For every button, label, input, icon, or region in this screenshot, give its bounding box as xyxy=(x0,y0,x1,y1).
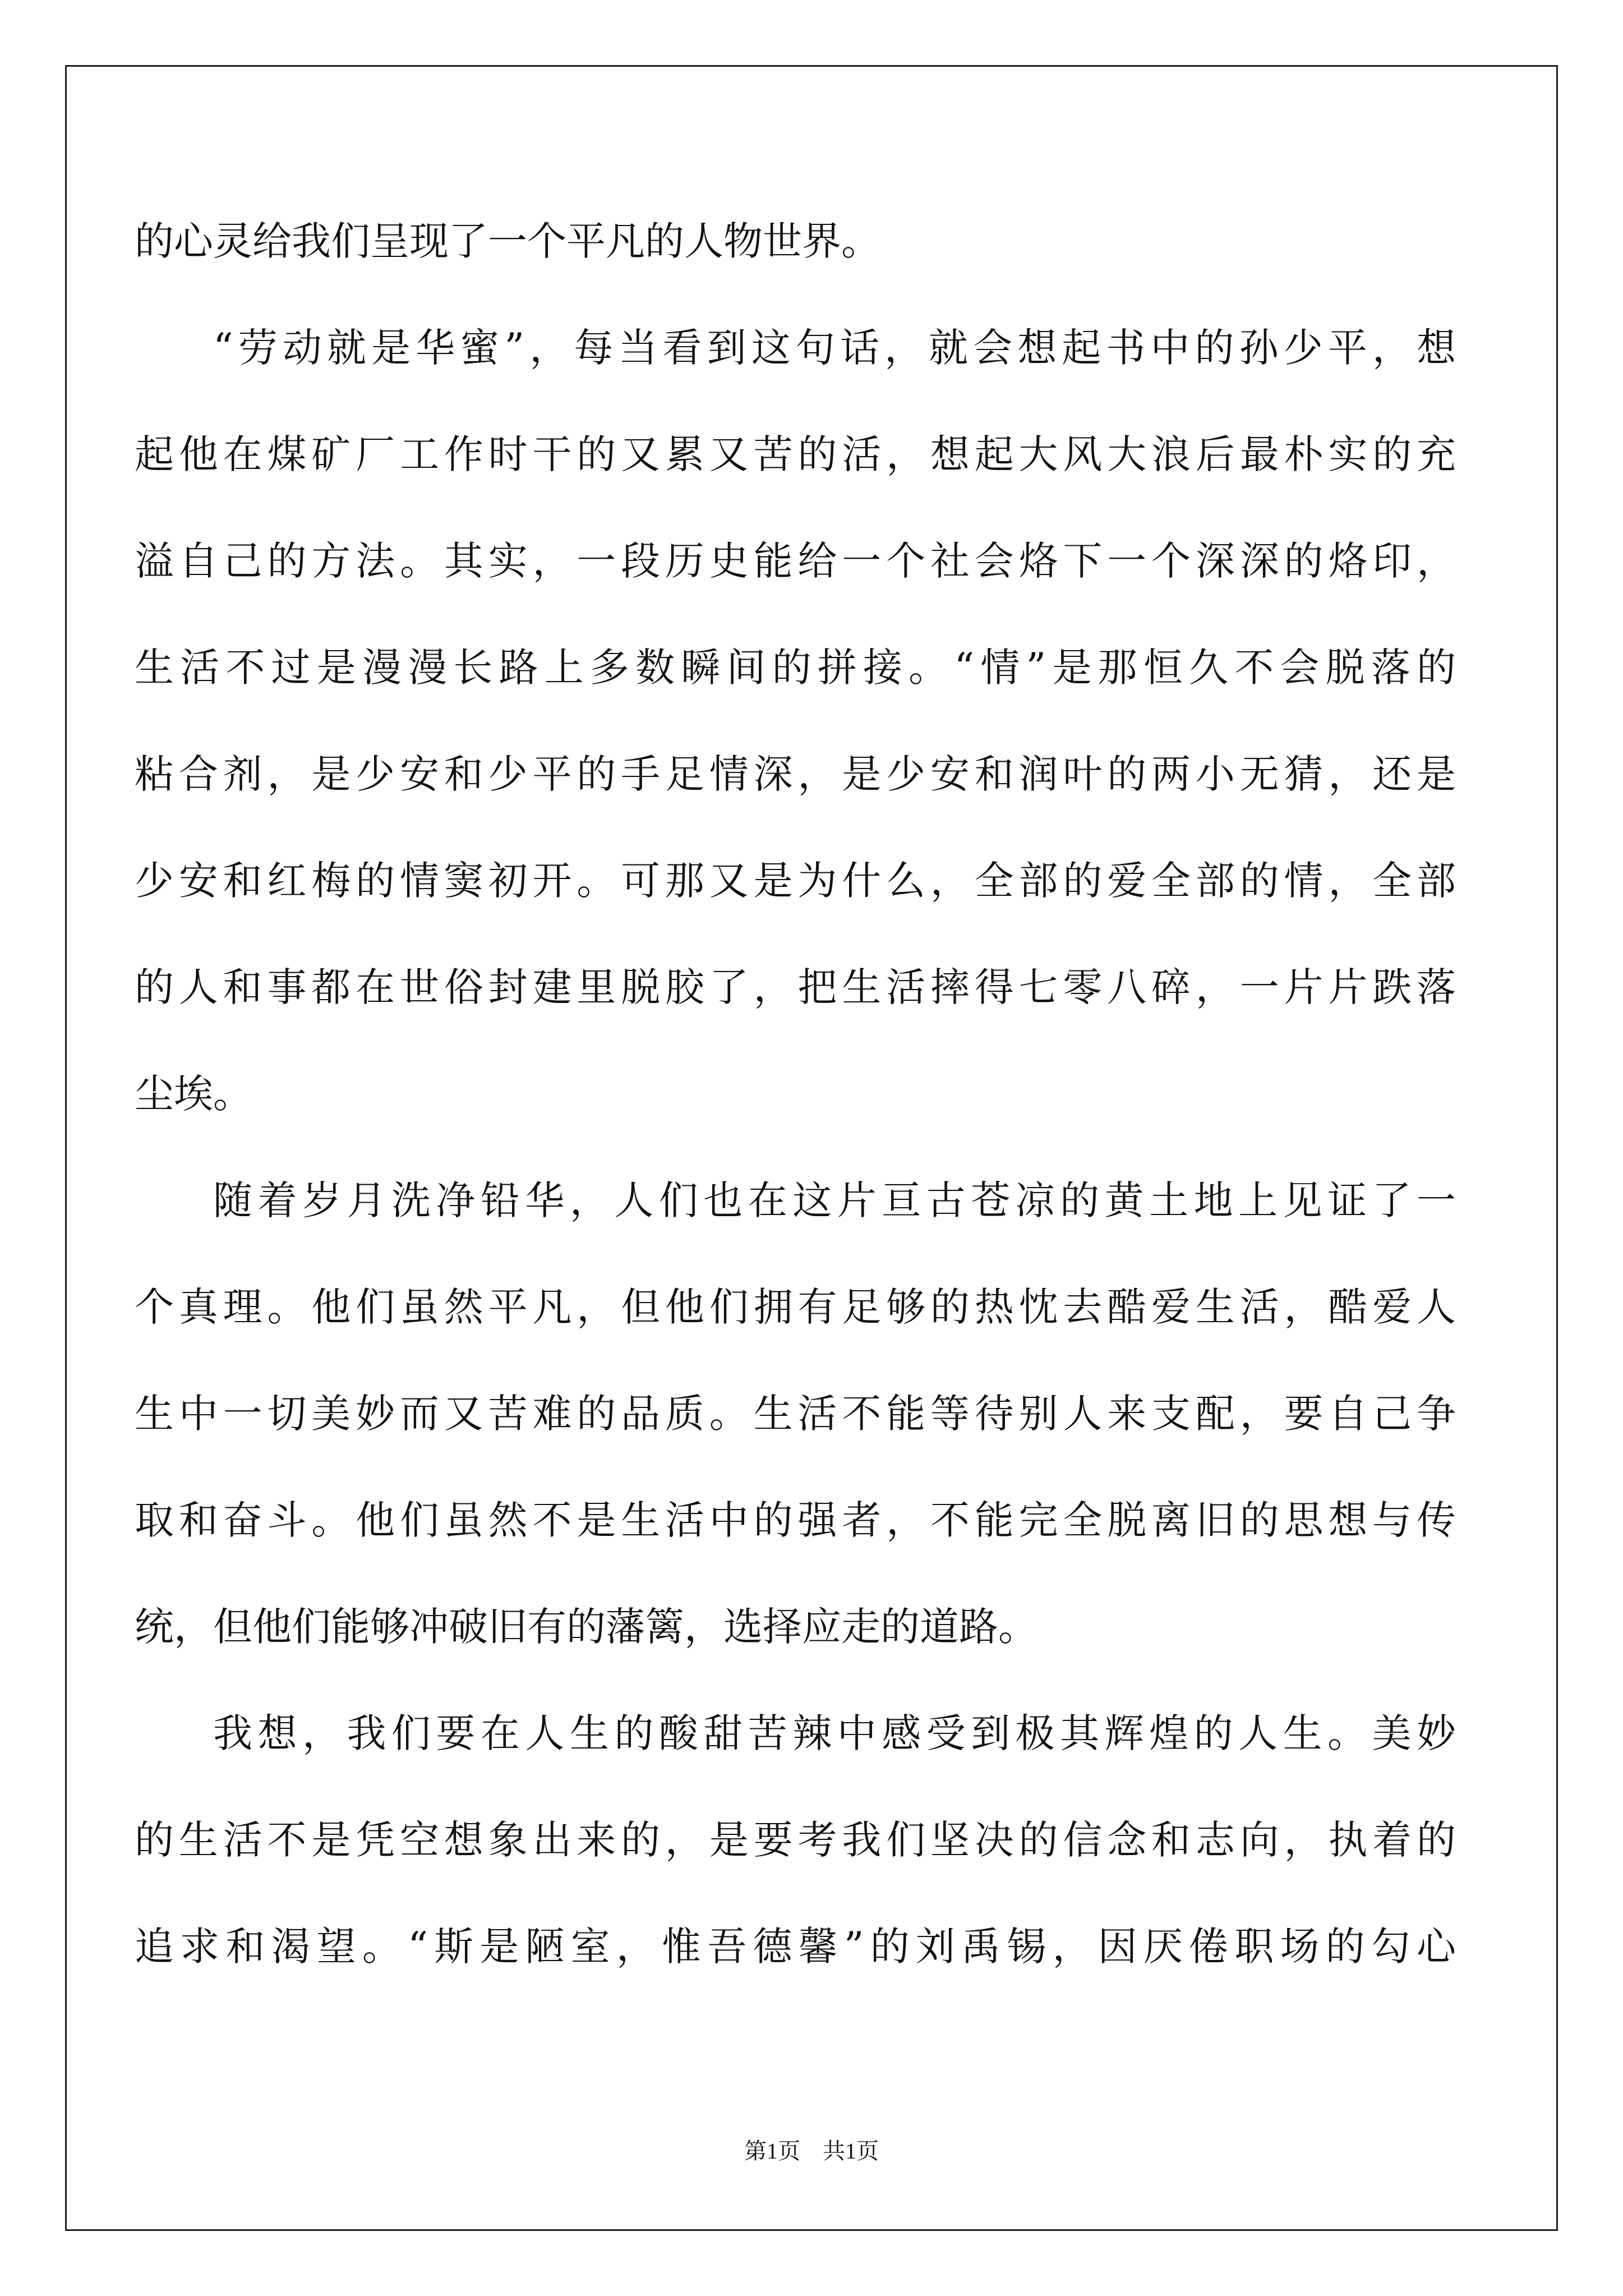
text-line: 尘埃。 xyxy=(135,1071,252,1117)
text-line: 溢自己的方法。其实，一段历史能给一个社会烙下一个深深的烙印， xyxy=(135,538,1456,584)
text-line: 生活不过是漫漫长路上多数瞬间的拼接。“情”是那恒久不会脱落的 xyxy=(135,645,1456,691)
text-line: 的生活不是凭空想象出来的，是要考我们坚决的信念和志向，执着的 xyxy=(135,1817,1456,1863)
page-number: 第1页 xyxy=(744,2138,800,2164)
page-border xyxy=(65,65,1558,2231)
text-line: 追求和渴望。“斯是陋室，惟吾德馨”的刘禹锡，因厌倦职场的勾心 xyxy=(135,1924,1456,1970)
text-line: 的心灵给我们呈现了一个平凡的人物世界。 xyxy=(135,218,880,264)
page-count: 共1页 xyxy=(823,2138,879,2164)
page-footer xyxy=(0,2134,1623,2168)
text-line: 统，但他们能够冲破旧有的藩篱，选择应走的道路。 xyxy=(135,1604,1038,1650)
text-line: “劳动就是华蜜”，每当看到这句话，就会想起书中的孙少平，想 xyxy=(213,325,1456,371)
text-line: 粘合剂，是少安和少平的手足情深，是少安和润叶的两小无猜，还是 xyxy=(135,751,1456,797)
text-line: 的人和事都在世俗封建里脱胶了，把生活摔得七零八碎，一片片跌落 xyxy=(135,964,1456,1010)
text-line: 取和奋斗。他们虽然不是生活中的强者，不能完全脱离旧的思想与传 xyxy=(135,1497,1456,1543)
text-line: 个真理。他们虽然平凡，但他们拥有足够的热忱去酷爱生活，酷爱人 xyxy=(135,1284,1456,1330)
text-line: 少安和红梅的情窦初开。可那又是为什么，全部的爱全部的情，全部 xyxy=(135,858,1456,904)
text-line: 生中一切美妙而又苦难的品质。生活不能等待别人来支配，要自己争 xyxy=(135,1391,1456,1437)
text-line: 我想，我们要在人生的酸甜苦辣中感受到极其辉煌的人生。美妙 xyxy=(213,1710,1456,1756)
text-line: 随着岁月洗净铅华，人们也在这片亘古苍凉的黄土地上见证了一 xyxy=(213,1177,1456,1223)
text-line: 起他在煤矿厂工作时干的又累又苦的活，想起大风大浪后最朴实的充 xyxy=(135,431,1456,477)
